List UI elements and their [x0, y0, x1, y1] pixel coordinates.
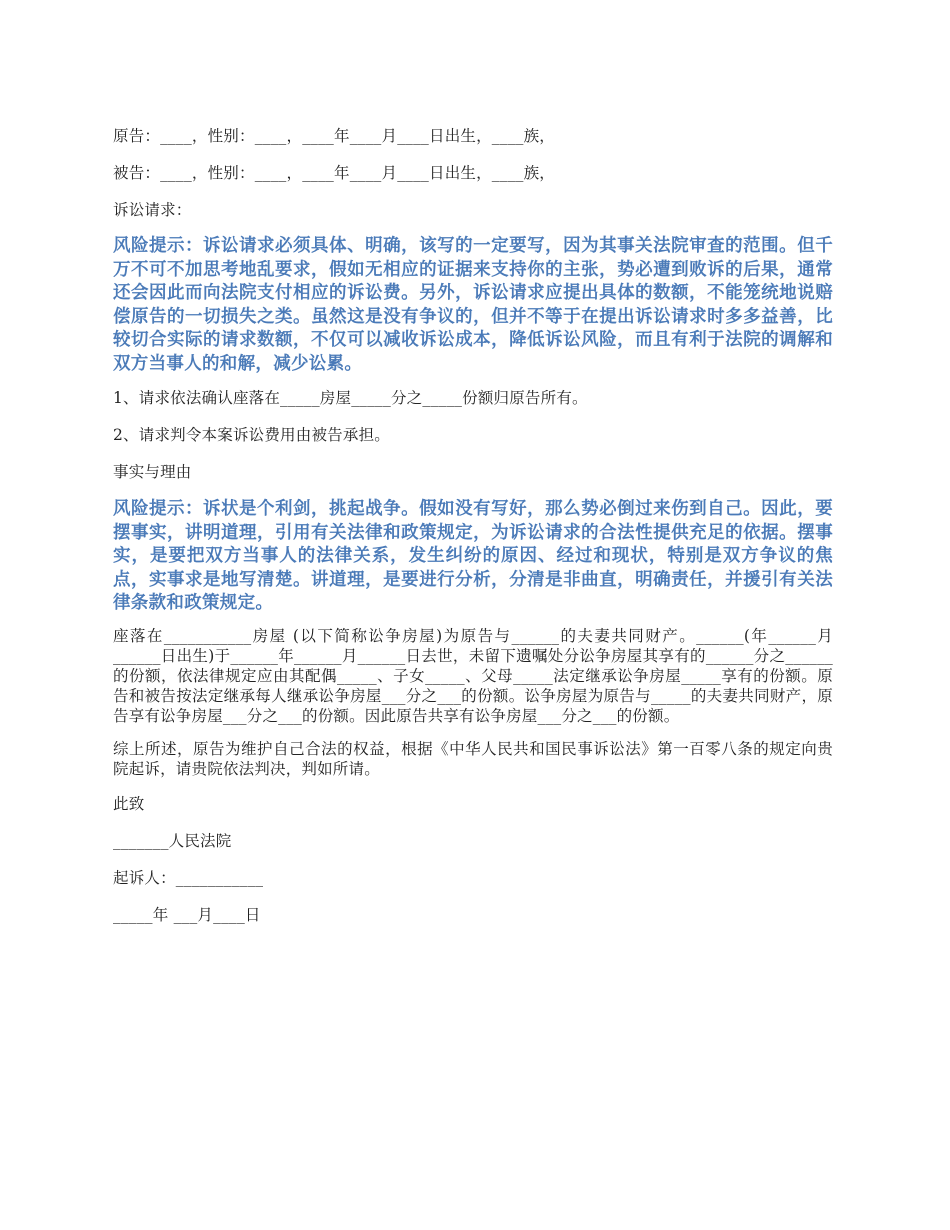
- plaintiff-signature: 起诉人：___________: [113, 868, 264, 887]
- risk-tip-facts: 风险提示：诉状是个利剑，挑起战争。假如没有写好，那么势必倒过来伤到自己。因此，要摆事实，讲明道理，引用有关法律和政策规定，为诉讼请求的合法性提供充足的依据。摆事实，是要把双方当事人的法律关系，发生纠纷的原因、经过和现状，特别是双方争议的焦点，实事求是地写清楚。讲道理，是要进行分析，分清是非曲直，明确责任，并援引有关法律条款和政策规定。: [113, 499, 833, 613]
- defendant-info-line: 被告：____，性别：____，____年____月____日出生，____族，: [113, 164, 556, 182]
- court-name: _______人民法院: [113, 831, 232, 850]
- claim-item-1: 1、请求依法确认座落在_____房屋_____分之_____份额归原告所有。: [113, 389, 588, 407]
- facts-heading: 事实与理由: [113, 463, 192, 481]
- plaintiff-info-line: 原告：____，性别：____，____年____月____日出生，____族，: [113, 127, 556, 145]
- date-line: _____年 ___月____日: [113, 905, 261, 924]
- salutation: 此致: [113, 794, 145, 813]
- claims-heading: 诉讼请求：: [113, 201, 192, 219]
- conclusion-paragraph: 综上所述，原告为维护自己合法的权益，根据《中华人民共和国民事诉讼法》第一百零八条的规定向贵院起诉，请贵院依法判决，判如所请。: [113, 739, 833, 778]
- risk-tip-claims: 风险提示：诉讼请求必须具体、明确，该写的一定要写，因为其事关法院审查的范围。但千万不可不加思考地乱要求，假如无相应的证据来支持你的主张，势必遭到败诉的后果，通常还会因此而向法院支付相应的诉讼费。另外，诉讼请求应提出具体的数额，不能笼统地说赔偿原告的一切损失之类。虽然这是没有争议的，但并不等于在提出诉讼请求时多多益善，比较切合实际的请求数额，不仅可以减收诉讼成本，降低诉讼风险，而且有利于法院的调解和双方当事人的和解，减少讼累。: [113, 236, 833, 374]
- claim-item-2: 2、请求判令本案诉讼费用由被告承担。: [113, 426, 390, 444]
- facts-body: 座落在___________房屋 (以下简称讼争房屋)为原告与______的夫妻共同财产。______(年______月______日出生)于______年______月______日去世，未留下遗嘱处分讼争房屋其享有的______分之______的份额，依法律规定应由其配偶_____、子女_____、父母_____法定继承讼争房屋_____享有的份额。原告和被告按法定继承每人继承讼争房屋___分之___的份额。讼争房屋为原告与_____的夫妻共同财产，原告享有讼争房屋___分之___的份额。因此原告共享有讼争房屋___分之___的份额。: [113, 626, 833, 725]
- complaint-document: [113, 124, 833, 940]
